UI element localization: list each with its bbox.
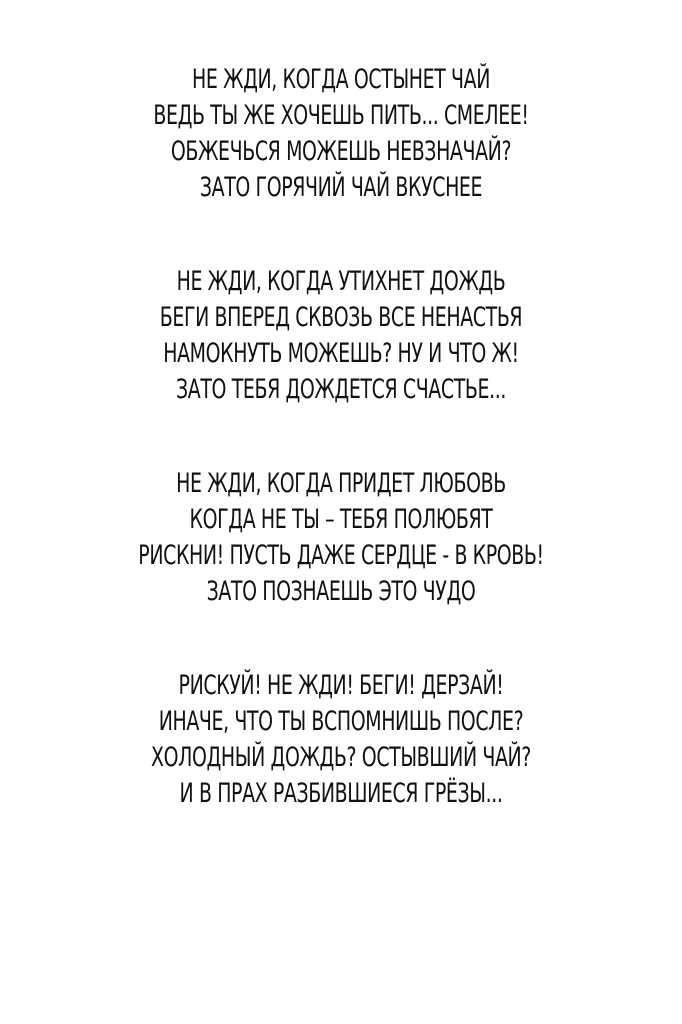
poem-line: КОГДА НЕ ТЫ – ТЕБЯ ПОЛЮБЯТ [189, 504, 493, 535]
poem-line: ЗАТО ТЕБЯ ДОЖДЕТСЯ СЧАСТЬЕ... [176, 374, 506, 405]
stanza-1 [0, 62, 682, 206]
poem-line: ЗАТО ПОЗНАЕШЬ ЭТО ЧУДО [206, 576, 476, 607]
poem-line: РИСКУЙ! НЕ ЖДИ! БЕГИ! ДЕРЗАЙ! [178, 670, 504, 701]
poem-line: ЗАТО ГОРЯЧИЙ ЧАЙ ВКУСНЕЕ [199, 172, 483, 203]
poem-line: БЕГИ ВПЕРЕД СКВОЗЬ ВСЕ НЕНАСТЬЯ [159, 302, 523, 333]
stanza-2 [0, 264, 682, 408]
poem-line: НАМОКНУТЬ МОЖЕШЬ? НУ И ЧТО Ж! [163, 338, 519, 369]
poem-line: НЕ ЖДИ, КОГДА ОСТЫНЕТ ЧАЙ [192, 64, 490, 95]
poem-text [0, 62, 682, 870]
poem-line: ХОЛОДНЫЙ ДОЖДЬ? ОСТЫВШИЙ ЧАЙ? [151, 742, 531, 773]
poem-line: И В ПРАХ РАЗБИВШИЕСЯ ГРЁЗЫ... [179, 778, 503, 809]
poem-line: НЕ ЖДИ, КОГДА ПРИДЕТ ЛЮБОВЬ [176, 468, 506, 499]
stanza-4 [0, 668, 682, 812]
poem-line: НЕ ЖДИ, КОГДА УТИХНЕТ ДОЖДЬ [176, 266, 506, 297]
poem-line: РИСКНИ! ПУСТЬ ДАЖЕ СЕРДЦЕ - В КРОВЬ! [138, 540, 544, 571]
stanza-3 [0, 466, 682, 610]
poem-line: ОБЖЕЧЬСЯ МОЖЕШЬ НЕВЗНАЧАЙ? [170, 136, 512, 167]
poem-line: ВЕДЬ ТЫ ЖЕ ХОЧЕШЬ ПИТЬ... СМЕЛЕЕ! [153, 100, 529, 131]
poem-line: ИНАЧЕ, ЧТО ТЫ ВСПОМНИШЬ ПОСЛЕ? [158, 706, 524, 737]
